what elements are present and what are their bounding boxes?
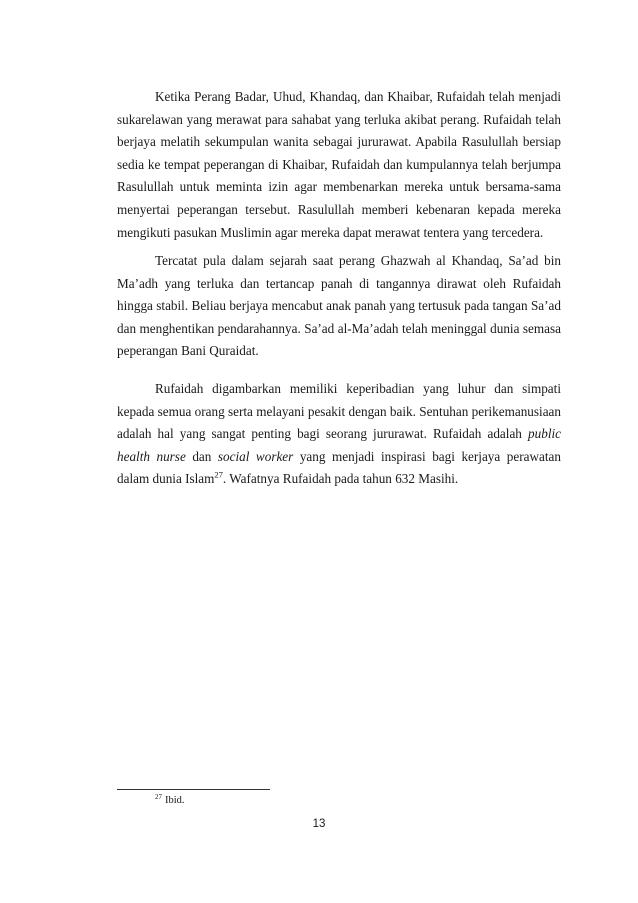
italic-term-social-worker: social worker: [217, 448, 294, 464]
paragraph-3-text-a: Rufaidah digambarkan memiliki keperibadian yang luhur dan simpati kepada semua orang serta melayani pesakit dengan baik. Sentuhan perikemanusiaan adalah hal yang sangat penting bagi seorang jururawat. Rufaidah adalah: [117, 381, 561, 442]
paragraph-3-text-b: dan: [185, 448, 218, 464]
footnote-number: 27: [155, 792, 162, 801]
footnote: [155, 794, 185, 808]
footnote-text: Ibid.: [165, 795, 185, 806]
paragraph-3-text-d: . Wafatnya Rufaidah pada tahun 632 Masihi.: [222, 471, 459, 487]
footnote-separator: [117, 789, 270, 790]
page-number: 13: [312, 818, 326, 830]
paragraph-3-text-c: yang menjadi inspirasi bagi kerjaya perawatan dalam dunia Islam: [117, 448, 561, 487]
paragraph-3: [117, 378, 561, 491]
italic-term-public-health-nurse: public health nurse: [117, 426, 561, 464]
paragraph-1: Ketika Perang Badar, Uhud, Khandaq, dan Khaibar, Rufaidah telah menjadi sukarelawan yang merawat para sahabat yang terluka akibat perang. Rufaidah telah berjaya melatih sekumpulan wanita sebagai jururawat. Apabila Rasulullah bersiap sedia ke tempat peperangan di Khaibar, Rufaidah dan kumpulannya telah berjumpa Rasulullah untuk meminta izin agar membenarkan mereka untuk bersama-sama menyertai peperangan tersebut. Rasulullah memberi kebenaran kepada mereka mengikuti pasukan Muslimin agar mereka dapat merawat tentera yang tercedera.: [117, 89, 561, 240]
footnote-reference[interactable]: 27: [214, 469, 223, 480]
paragraph-2: Tercatat pula dalam sejarah saat perang Ghazwah al Khandaq, Sa’ad bin Ma’adh yang terluka dan tertancap panah di tangannya dirawat oleh Rufaidah hingga stabil. Beliau berjaya mencabut anak panah yang tertusuk pada tangan Sa’ad dan menghentikan pendarahannya. Sa’ad al-Ma’adah telah meninggal dunia semasa peperangan Bani Quraidat.: [117, 253, 561, 359]
